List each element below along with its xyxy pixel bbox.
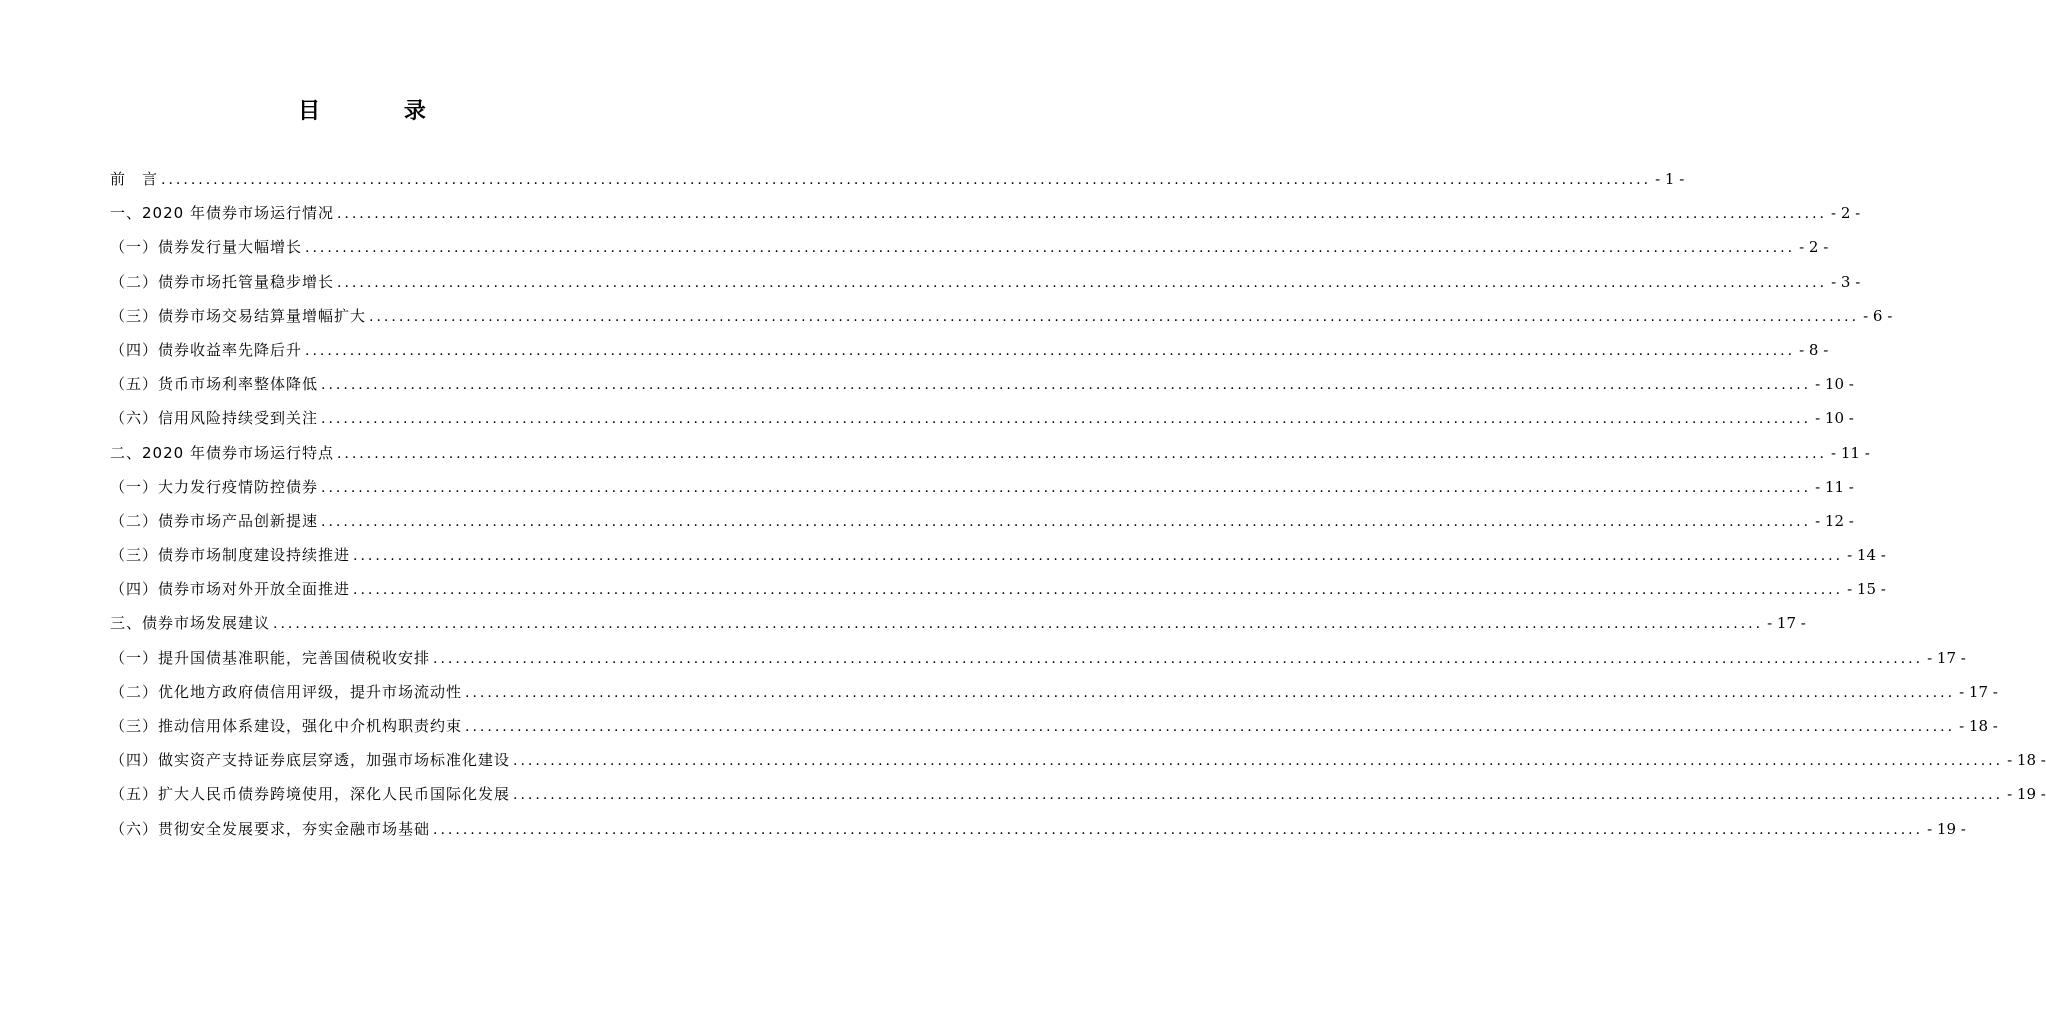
toc-entry-label: （六）信用风险持续受到关注 (110, 409, 319, 428)
toc-subsection-entry[interactable] (110, 470, 1854, 504)
dot-leader: ........................................................................................................................................................................................................ (369, 308, 1860, 325)
toc-heading-entry[interactable] (110, 196, 1861, 230)
dot-leader: ........................................................................................................................................................................................................ (353, 582, 1844, 599)
dot-leader: ........................................................................................................................................................................................................ (273, 616, 1764, 633)
dot-leader: ........................................................................................................................................................................................................ (513, 753, 2004, 770)
dot-leader: ........................................................................................................................................................................................................ (433, 821, 1924, 838)
toc-page-number: - 11 - (1815, 477, 1854, 496)
toc-page-number: - 17 - (1959, 682, 1998, 701)
toc-page-number: - 19 - (2007, 785, 2046, 804)
toc-entry-label: （一）提升国债基准职能，完善国债税收安排 (110, 648, 431, 667)
dot-leader: ........................................................................................................................................................................................................ (353, 548, 1844, 565)
toc-entry-label: （一）大力发行疫情防控债券 (110, 477, 319, 496)
dot-leader: ........................................................................................................................................................................................................ (161, 172, 1652, 188)
toc-page-number: - 18 - (2007, 751, 2046, 770)
toc-entry-label: （五）扩大人民币债券跨境使用，深化人民币国际化发展 (110, 785, 511, 804)
toc-page-number: - 1 - (1655, 170, 1685, 188)
dot-leader: ........................................................................................................................................................................................................ (321, 411, 1812, 428)
dot-leader: ........................................................................................................................................................................................................ (433, 650, 1924, 667)
toc-page-number: - 6 - (1863, 306, 1893, 325)
toc-entry-label: （一）债券发行量大幅增长 (110, 238, 303, 257)
toc-entry-label: 一、2020 年债券市场运行情况 (110, 204, 334, 223)
toc-subsection-entry[interactable] (110, 230, 1829, 264)
toc-entry-label: （三）债券市场制度建设持续推进 (110, 546, 351, 565)
toc-heading-entry[interactable] (110, 162, 1685, 196)
dot-leader: ........................................................................................................................................................................................................ (305, 342, 1796, 359)
toc-page-number: - 17 - (1927, 648, 1966, 667)
toc-subsection-entry[interactable] (110, 709, 1998, 743)
toc-subsection-entry[interactable] (110, 777, 2046, 811)
toc-page-number: - 17 - (1767, 614, 1806, 633)
toc-page-number: - 11 - (1831, 443, 1870, 462)
toc-page-number: - 15 - (1847, 580, 1886, 599)
dot-leader: ........................................................................................................................................................................................................ (321, 377, 1812, 394)
toc-page-number: - 14 - (1847, 546, 1886, 565)
dot-leader: ........................................................................................................................................................................................................ (336, 445, 1827, 462)
dot-leader: ........................................................................................................................................................................................................ (465, 684, 1956, 701)
toc-entry-label: （二）债券市场产品创新提速 (110, 511, 319, 530)
page-title: 目 录 (298, 99, 464, 124)
toc-subsection-entry[interactable] (110, 812, 1966, 846)
dot-leader: ........................................................................................................................................................................................................ (305, 240, 1796, 257)
dot-leader: ........................................................................................................................................................................................................ (321, 513, 1812, 530)
toc-page-number: - 8 - (1799, 340, 1829, 359)
dot-leader: ........................................................................................................................................................................................................ (337, 274, 1828, 291)
toc-page-number: - 2 - (1799, 238, 1829, 257)
toc-subsection-entry[interactable] (110, 265, 1861, 299)
table-of-contents (110, 162, 2046, 846)
toc-page-number: - 19 - (1927, 819, 1966, 838)
toc-entry-label: （四）债券市场对外开放全面推进 (110, 580, 351, 599)
toc-entry-label: （六）贯彻安全发展要求，夯实金融市场基础 (110, 819, 431, 838)
toc-entry-label: （二）优化地方政府债信用评级，提升市场流动性 (110, 682, 463, 701)
toc-subsection-entry[interactable] (110, 675, 1998, 709)
toc-subsection-entry[interactable] (110, 299, 1893, 333)
toc-page-number: - 3 - (1831, 272, 1861, 291)
toc-page-number: - 12 - (1815, 511, 1854, 530)
toc-subsection-entry[interactable] (110, 641, 1966, 675)
toc-page-number: - 2 - (1831, 204, 1861, 223)
toc-subsection-entry[interactable] (110, 367, 1854, 401)
toc-subsection-entry[interactable] (110, 401, 1854, 435)
toc-entry-label: （三）推动信用体系建设，强化中介机构职责约束 (110, 717, 463, 735)
toc-entry-label: （五）货币市场利率整体降低 (110, 375, 319, 394)
dot-leader: ........................................................................................................................................................................................................ (321, 479, 1812, 496)
toc-subsection-entry[interactable] (110, 538, 1886, 572)
dot-leader: ........................................................................................................................................................................................................ (465, 719, 1956, 735)
toc-subsection-entry[interactable] (110, 572, 1886, 606)
toc-entry-label: 前 言 (110, 170, 159, 188)
toc-page-number: - 10 - (1815, 375, 1854, 394)
dot-leader: ........................................................................................................................................................................................................ (336, 206, 1827, 223)
toc-entry-label: （三）债券市场交易结算量增幅扩大 (110, 306, 367, 325)
toc-entry-label: 三、债券市场发展建议 (110, 614, 271, 633)
dot-leader: ........................................................................................................................................................................................................ (513, 787, 2004, 804)
toc-entry-label: 二、2020 年债券市场运行特点 (110, 443, 334, 462)
toc-subsection-entry[interactable] (110, 504, 1854, 538)
toc-page-number: - 10 - (1815, 409, 1854, 428)
toc-subsection-entry[interactable] (110, 743, 2046, 777)
toc-entry-label: （四）债券收益率先降后升 (110, 340, 303, 359)
toc-heading-entry[interactable] (110, 436, 1870, 470)
toc-entry-label: （四）做实资产支持证券底层穿透，加强市场标准化建设 (110, 751, 511, 770)
toc-page-number: - 18 - (1959, 717, 1998, 735)
toc-heading-entry[interactable] (110, 606, 1806, 640)
toc-subsection-entry[interactable] (110, 333, 1829, 367)
toc-entry-label: （二）债券市场托管量稳步增长 (110, 272, 335, 291)
